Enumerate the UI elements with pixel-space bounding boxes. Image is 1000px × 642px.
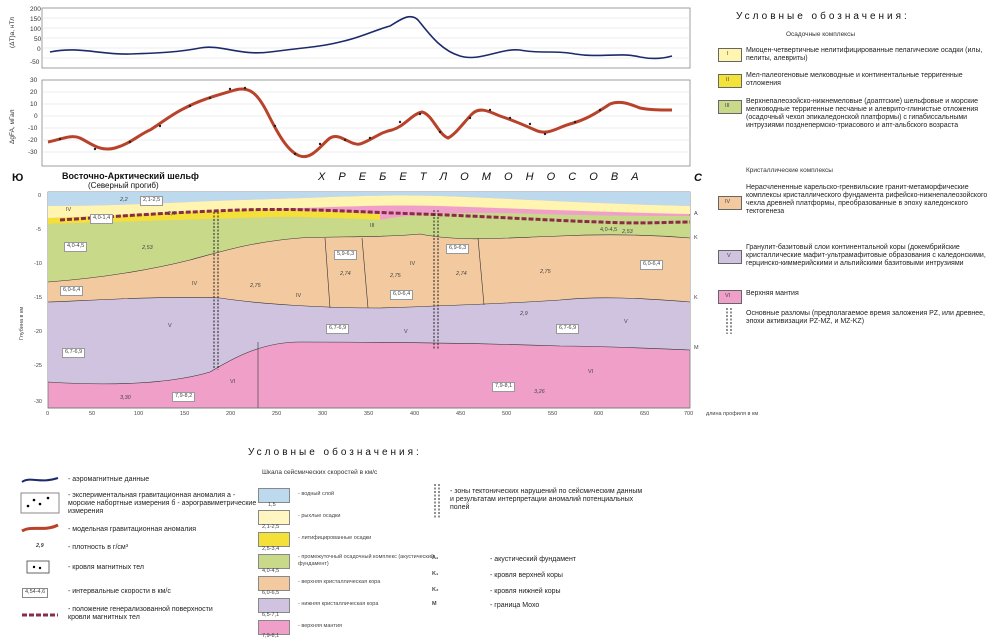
sec-xtick-4: 200 [226,411,236,417]
scale-range-intermediate: 4,0-4,5 [262,568,280,574]
scale-range-lithified: 2,5-3,4 [262,546,280,552]
section-title-left: Восточно-Арктический шельф [62,171,199,181]
sec-ylabel: Глубина в км [19,306,25,340]
grav-ytick-6: -30 [28,149,38,156]
density-label-10: 2,53 [622,229,633,235]
geologic-section [0,190,759,422]
scale-text-loose: - рыхлые осадки [298,513,341,519]
scale-range-lower-crust: 6,5-7,1 [262,612,280,618]
aeromag-line-icon [20,474,60,486]
density-top-2: 2,4 [168,211,176,217]
magnetic-panel [0,0,700,72]
scale-range-water: 1,5 [268,502,276,508]
sec-xtick-1: 50 [89,411,96,417]
sec-xtick-9: 450 [456,411,466,417]
legend-text-iv: Нерасчлененные карельско-гренвильские гранит-метаморфические комплексы кристаллического фундамента рифейско-нижнепалеозойского чехла древней платформы, преобразованные в эпоху каледонского тектогенеза [746,184,988,216]
sec-xtick-11: 550 [548,411,558,417]
scale-swatch-intermediate [258,554,290,569]
scale-text-water: - водный слой [298,491,335,497]
mag-ytick-2: 100 [30,26,41,33]
mag-ytick-1: 150 [30,16,41,23]
density-label-9: 3,26 [534,389,545,395]
sec-xtick-14: 700 [684,411,694,417]
mark-sym-m: M [432,601,437,607]
section-label-north: С [694,172,702,184]
legend-text-vi: Верхняя мантия [746,290,799,297]
section-label-south: Ю [12,172,24,184]
density-example: 2,9 [36,543,44,549]
mark-text-k1: - кровля верхней коры [490,572,563,579]
fault-zone-text: - зоны тектонических нарушений по сейсмическим данным и результатам интерпретации аномалий потенциальных полей [450,488,643,512]
scale-range-loose: 2,1-2,5 [262,524,280,530]
velocity-label-13: 4,0-1,4 [90,214,113,224]
sec-ytick-1: -5 [36,227,41,233]
velocity-example: 4,54-4,6 [22,588,48,598]
fault-zone-icon [432,484,444,518]
density-label-5: 2,74 [456,271,467,277]
mark-text-k2: - кровля нижней коры [490,588,561,595]
mark-a1: A [694,211,698,217]
velocity-label-6: 6,0-6,4 [640,260,663,270]
velocity-label-11: 7,9-8,1 [492,382,515,392]
velocity-label-7: 6,7-6,9 [62,348,85,358]
velocity-label-5: 6,0-6,4 [390,290,413,300]
bl-item-2: - экспериментальная гравитационная аномалия а - морские набортные измерения б - аэрогравиметрические измерения [68,492,257,516]
sec-xlabel: длина профиля в км [706,411,759,417]
sec-ytick-6: -30 [34,399,42,405]
legend-swatch-i: I [718,48,742,62]
sec-ytick-4: -20 [34,329,42,335]
group-crystalline: Кристаллические комплексы [746,167,833,174]
bl-item-5: - кровля магнитных тел [68,564,144,571]
scale-text-mantle: - верхняя мантия [298,623,342,629]
scale-text-lower-crust: - нижняя кристаллическая кора [298,601,379,607]
mark-sym-k1: K₁ [432,571,439,577]
mag-ylabel: (ΔT)a, нТл [9,17,16,48]
scale-swatch-water [258,488,290,503]
density-label-8: 3,30 [120,395,131,401]
gravity-chart [0,74,700,174]
density-label-6: 2,75 [540,269,551,275]
unit-label-1: IV [66,207,72,213]
mag-ytick-5: -50 [30,59,40,66]
legend-swatch-iii: III [718,100,742,114]
velocity-label-8: 6,7-6,9 [326,324,349,334]
bl-item-1: - аэромагнитные данные [68,476,150,483]
scale-range-mantle: 7,9-8,1 [262,633,280,639]
legend-swatch-ii: II [718,74,742,88]
sec-xtick-5: 250 [272,411,282,417]
bottom-legend-right [430,484,650,614]
section-subtitle-left: (Северный прогиб) [88,181,159,190]
magnetic-body-icon [26,560,50,574]
velocity-label-9: 6,7-6,9 [556,324,579,334]
legend-text-faults: Основные разломы (предполагаемое время заложения PZ, или древнее, эпохи активизации PZ-MZ, и MZ-KZ) [746,310,986,326]
mag-ytick-4: 0 [37,46,41,53]
group-sediments: Осадочные комплексы [786,31,856,38]
sec-ytick-0: 0 [38,193,42,199]
gravity-panel [0,74,700,174]
legend-text-i: Миоцен-четвертичные нелитифицированные пелагические осадки (илы, пелиты, алевриты) [746,47,983,63]
unit-label-10: VI [588,369,594,375]
unit-label-8: V [624,319,628,325]
scale-swatch-upper-crust [258,576,290,591]
bl-item-7: - положение генерализованной поверхности кровли магнитных тел [68,606,213,622]
unit-label-4: IV [410,261,416,267]
sec-ytick-3: -15 [34,295,42,301]
magnetic-chart [0,0,700,72]
legend-text-ii: Мел-палеогеновые мелководные и континентальные терригенные отложения [746,72,963,88]
velocity-label-12: 4,0-4,5 [600,227,618,233]
scale-swatch-loose [258,510,290,525]
density-label-7: 2,9 [520,311,528,317]
velocity-label-3: 5,9-6,3 [334,250,357,260]
scale-swatch-lower-crust [258,598,290,613]
fault-symbol-icon [724,308,736,334]
right-legend-title: Условные обозначения: [736,11,910,22]
mark-k1: K [694,235,698,241]
legend-swatch-vi: VI [718,290,742,304]
bottom-legend-title: Условные обозначения: [248,447,422,458]
unit-label-9: VI [230,379,236,385]
bl-item-4: - плотность в г/см³ [68,544,129,551]
sec-ytick-5: -25 [34,363,42,369]
legend-swatch-iv: IV [718,196,742,210]
sec-xtick-12: 600 [594,411,604,417]
density-top-1: 2,2 [120,197,128,203]
velocity-scale [258,470,438,640]
sec-xtick-2: 100 [134,411,144,417]
model-grav-line-icon [20,522,60,534]
unit-label-11: III [370,223,375,229]
mag-ytick-0: 200 [30,6,41,13]
unit-label-6: V [168,323,172,329]
sec-xtick-13: 650 [640,411,650,417]
unit-label-5: IV [296,293,302,299]
scale-text-upper-crust: - верхняя кристаллическая кора [298,579,381,585]
sec-xtick-3: 150 [180,411,190,417]
density-label-4: 2,75 [390,273,401,279]
velocity-label-10: 7,9-8,2 [172,392,195,402]
density-label-2: 2,75 [250,283,261,289]
legend-swatch-v: V [718,250,742,264]
velocity-label-1: 4,0-4,5 [64,242,87,252]
mark-sym-a1: A₁ [432,555,439,561]
scale-text-intermediate: - промежуточный осадочный комплекс (акустический фундамент) [298,554,434,567]
grav-ytick-5: -20 [28,137,38,144]
bl-item-3: - модельная гравитационная аномалия [68,526,197,533]
legend-text-v: Гранулит-базитовый слои континентальной коры (докембрийские кристаллические мафит-ультрамафитовые образования с каледонскими, герцинско-киммерийскими и альпийскими базитовыми интрузиями [746,244,986,268]
grav-points-icon [20,492,60,514]
velocity-scale-title: Шкала сейсмических скоростей в км/с [262,469,378,476]
sec-xtick-7: 350 [364,411,374,417]
grav-ylabel: ΔgFA, мГал [9,109,16,144]
grav-ytick-3: 0 [34,113,38,120]
legend-text-iii: Верхнепалеозойско-нижнемеловые (доаптские) шельфовые и морские мелководные терригенные песчаные и алеврито-глинистые отложения (осадочный чехол эпикаледонской платформы) с гипабиссальными интрузиями позднепермско-триасового и апт-альбского возраста [746,98,979,130]
scale-range-upper-crust: 6,0-6,5 [262,590,280,596]
sec-xtick-10: 500 [502,411,512,417]
ridge-title: Х Р Е Б Е Т Л О М О Н О С О В А [318,171,644,183]
bottom-legend-left [20,470,260,640]
mag-ytick-3: 50 [34,36,42,43]
scale-swatch-lithified [258,532,290,547]
mark-k2: K [694,295,698,301]
scale-text-lithified: - литифицированные осадки [298,535,372,541]
mark-sym-k2: K₂ [432,587,439,593]
unit-label-7: V [404,329,408,335]
velocity-label-4: 6,9-6,3 [446,244,469,254]
sec-xtick-6: 300 [318,411,328,417]
sec-xtick-8: 400 [410,411,420,417]
sec-xtick-0: 0 [46,411,50,417]
density-label-3: 2,74 [340,271,351,277]
mark-m: M [694,345,699,351]
mark-text-m: - граница Мохо [490,602,540,609]
magnetic-surface-line-icon [20,610,60,620]
mark-text-a1: - акустический фундамент [490,556,577,563]
velocity-top-1: 2,1-2,5 [140,196,163,206]
section-svg [0,190,700,422]
density-label-1: 2,53 [142,245,153,251]
grav-ytick-0: 30 [30,77,38,84]
bl-item-6: - интервальные скорости в км/с [68,588,171,595]
sec-ytick-2: -10 [34,261,42,267]
grav-ytick-1: 20 [30,89,38,96]
velocity-label-2: 6,0-6,4 [60,286,83,296]
right-legend [712,8,998,338]
unit-label-3: IV [192,281,198,287]
grav-ytick-4: -10 [28,125,38,132]
grav-ytick-2: 10 [30,101,38,108]
